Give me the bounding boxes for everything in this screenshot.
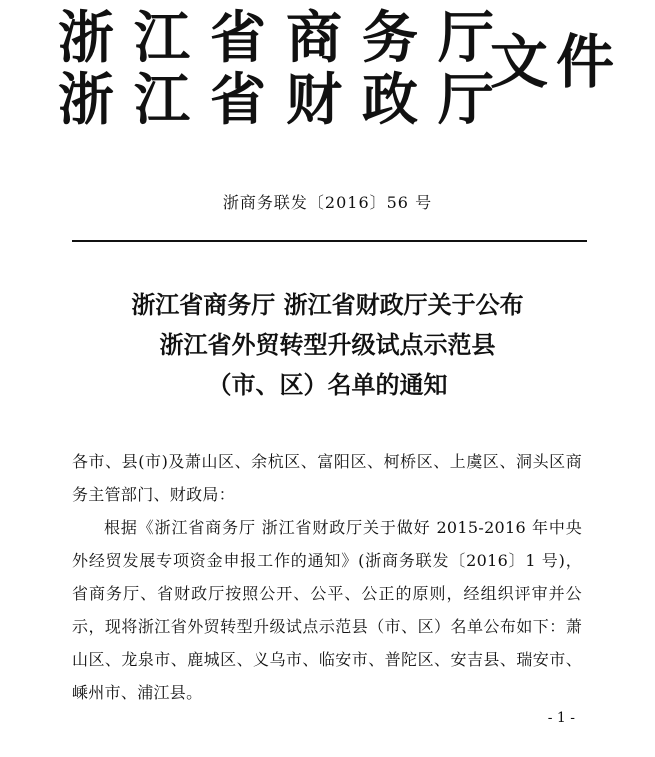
title-line-2: 浙江省外贸转型升级试点示范县: [159, 331, 496, 359]
header-divider: [72, 240, 587, 242]
issuing-department-commerce: 浙江省商务厅: [58, 5, 514, 71]
page-number: - 1 -: [547, 710, 575, 726]
issuing-department-finance: 浙江省财政厅: [58, 67, 514, 133]
document-header: [58, 5, 623, 138]
recipients-paragraph: 各市、县(市)及萧山区、余杭区、富阳区、柯桥区、上虞区、洞头区商务主管部门、财政局：: [72, 452, 582, 504]
notice-body: [72, 445, 582, 709]
notice-title: [0, 285, 655, 405]
main-paragraph: 根据《浙江省商务厅 浙江省财政厅关于做好 2015-2016 年中央外经贸发展专项资金申报工作的通知》(浙商务联发〔2016〕1 号)，省商务厅、省财政厅按照公开、公平、公正的原则，经组织评审并公示，现将浙江省外贸转型升级试点示范县（市、区）名单公布如下：萧山区、龙泉市、鹿城区、义乌市、临安市、普陀区、安吉县、瑞安市、嵊州市、浦江县。: [72, 518, 582, 702]
title-line-3: （市、区）名单的通知: [207, 371, 448, 399]
title-line-1: 浙江省商务厅 浙江省财政厅关于公布: [131, 291, 524, 319]
document-number: 浙商务联发〔2016〕56 号: [222, 193, 433, 212]
document-label: 文件: [490, 28, 623, 96]
